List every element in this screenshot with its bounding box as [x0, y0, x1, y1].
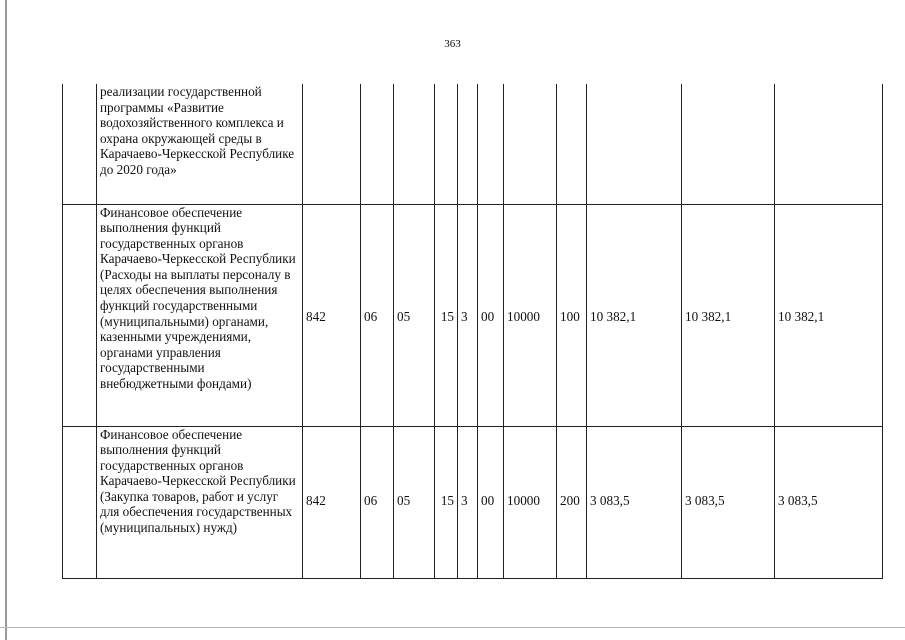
- table-row: [63, 84, 883, 204]
- ministry-cell: 842: [303, 204, 361, 426]
- sum-3-cell: 3 083,5: [775, 426, 883, 578]
- sum-2-cell: 10 382,1: [682, 204, 775, 426]
- table-row: [63, 204, 883, 426]
- subsection-cell: [394, 84, 435, 204]
- sum-2-cell: [682, 84, 775, 204]
- ministry-cell: 842: [303, 426, 361, 578]
- row-index-cell: [63, 84, 97, 204]
- row-index-cell: [63, 426, 97, 578]
- subsection-cell: 05: [394, 426, 435, 578]
- ministry-cell: [303, 84, 361, 204]
- description-cell: Финансовое обеспечение выполнения функций государственных органов Карачаево-Черкесской Республики (Закупка товаров, работ и услуг для обеспечения государственных (муниципальных) нужд): [97, 426, 303, 578]
- subsection-cell: 05: [394, 204, 435, 426]
- sum-3-cell: [775, 84, 883, 204]
- sum-3-cell: 10 382,1: [775, 204, 883, 426]
- sum-2-cell: 3 083,5: [682, 426, 775, 578]
- sum-1-cell: 3 083,5: [587, 426, 682, 578]
- program-cell: [435, 84, 458, 204]
- sum-1-cell: [587, 84, 682, 204]
- row-index-cell: [63, 204, 97, 426]
- group-cell: [478, 84, 504, 204]
- subprogram-cell: [458, 84, 478, 204]
- subprogram-cell: 3: [458, 204, 478, 426]
- section-cell: 06: [361, 204, 394, 426]
- subprogram-cell: 3: [458, 426, 478, 578]
- description-cell: Финансовое обеспечение выполнения функций государственных органов Карачаево-Черкесской Республики (Расходы на выплаты персоналу в целях обеспечения выполнения функций государственными (муниципальными) органами, казенными учреждениями, органами управления государственными внебюджетными фондами): [97, 204, 303, 426]
- program-cell: 15: [435, 426, 458, 578]
- expense-type-cell: [557, 84, 587, 204]
- page-number: 363: [444, 38, 461, 50]
- description-cell: реализации государственной программы «Развитие водохозяйственного комплекса и охрана окружающей среды в Карачаево-Черкесской Республике до 2020 года»: [97, 84, 303, 204]
- item-cell: 10000: [504, 204, 557, 426]
- item-cell: 10000: [504, 426, 557, 578]
- table-row: [63, 426, 883, 578]
- section-cell: [361, 84, 394, 204]
- group-cell: 00: [478, 204, 504, 426]
- group-cell: 00: [478, 426, 504, 578]
- item-cell: [504, 84, 557, 204]
- section-cell: 06: [361, 426, 394, 578]
- scan-bottom-edge: [0, 627, 905, 628]
- budget-table: [62, 84, 883, 579]
- expense-type-cell: 200: [557, 426, 587, 578]
- expense-type-cell: 100: [557, 204, 587, 426]
- program-cell: 15: [435, 204, 458, 426]
- sum-1-cell: 10 382,1: [587, 204, 682, 426]
- scan-left-edge: [5, 0, 7, 640]
